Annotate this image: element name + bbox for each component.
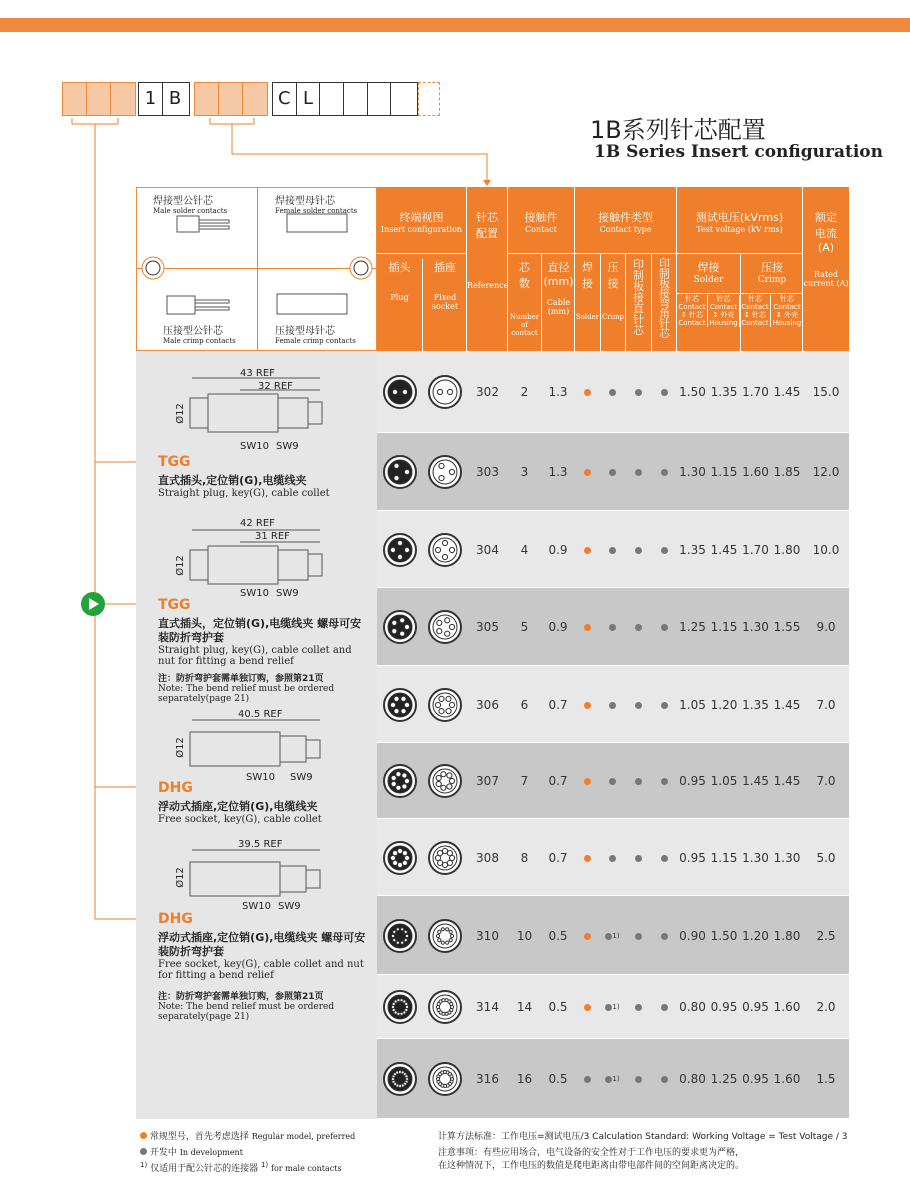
pcb1-availability — [625, 774, 651, 788]
contact-en: Contact — [525, 225, 557, 234]
gray-dot-icon — [584, 1076, 591, 1083]
page-title-en: 1B Series Insert configuration — [594, 142, 883, 162]
product-code: DHG — [158, 911, 193, 927]
plug-insert-icon — [377, 374, 422, 413]
product-desc-cn: 直式插头，定位销(G),电缆线夹 螺母可安装防折弯护套 — [158, 617, 362, 644]
ref-value: 302 — [476, 385, 499, 399]
orange-dot-icon — [584, 389, 591, 396]
gray-dot-icon — [661, 933, 668, 940]
pcb2-availability — [651, 851, 677, 865]
table-row — [377, 975, 849, 1039]
socket-insert-icon — [422, 374, 467, 413]
gray-dot-icon — [661, 855, 668, 862]
solder-availability — [575, 851, 600, 865]
v-sub-contact-contact: 针芯 Contact ↕ 针芯 Contact — [677, 295, 708, 327]
gray-dot-icon — [635, 855, 642, 862]
gray-dot-icon — [661, 1004, 668, 1011]
pcb2-availability — [651, 698, 677, 712]
dim-label: 31 REF — [255, 531, 290, 542]
sw-label: SW9 — [290, 772, 313, 783]
legend-dev-cn: 开发中 — [149, 1148, 177, 1158]
dia-value: 0.9 — [548, 620, 568, 634]
pcb2-availability — [651, 620, 677, 634]
v1-value: 0.80 — [679, 1000, 706, 1014]
num-value: 16 — [516, 1072, 533, 1086]
ref-value: 303 — [476, 465, 499, 479]
product-desc-cn: 浮动式插座,定位销(G),电缆线夹 螺母可安装防折弯护套 — [158, 931, 366, 958]
dia-value: 0.5 — [548, 1000, 568, 1014]
gray-dot-icon — [635, 933, 642, 940]
gray-dot-icon — [661, 624, 668, 631]
pcb1-availability — [625, 385, 651, 399]
pcb-elbow-cn: 印制板接弯角针芯 — [659, 257, 670, 340]
table-row — [377, 588, 849, 666]
bend-relief-note — [158, 989, 338, 1022]
male-solder-en: Male solder contacts — [153, 207, 228, 215]
dim-label: 42 REF — [240, 518, 275, 529]
sw-label: SW9 — [278, 901, 301, 912]
note-line-2: 在这种情况下，工作电压的数值是爬电距离由带电部件间的空间距离决定的。 — [438, 1161, 745, 1171]
solder-availability — [575, 1072, 600, 1086]
gray-dot-icon — [635, 469, 642, 476]
solder-availability — [575, 620, 600, 634]
product-code: TGG — [158, 597, 191, 613]
solder-availability — [575, 774, 600, 788]
dim-label: 43 REF — [240, 368, 275, 379]
num-value: 4 — [520, 542, 529, 557]
v1-value: 1.05 — [679, 697, 706, 712]
gray-dot-icon — [609, 624, 616, 631]
superscript-mark: 1) — [140, 1161, 148, 1169]
plug-insert-icon — [377, 454, 422, 493]
socket-insert-icon — [422, 454, 467, 493]
v3-value: 1.70 — [742, 385, 769, 399]
dia-value: 1.3 — [548, 385, 568, 399]
sw-label: SW10 — [242, 901, 271, 912]
gray-dot-icon — [635, 1004, 642, 1011]
plug-insert-icon — [377, 532, 422, 571]
product-code: DHG — [158, 780, 193, 796]
v-sub-contact-housing: 针芯 Contact ↕ 外壳 Housing — [772, 295, 802, 327]
v4-value: 1.45 — [773, 385, 801, 399]
v2-value: 1.45 — [710, 542, 738, 557]
v1-value: 0.90 — [679, 928, 706, 943]
v-solder-en: Solder — [693, 275, 724, 285]
num-value: 7 — [520, 774, 529, 788]
num-value: 6 — [520, 697, 529, 712]
superscript-mark: 1) — [612, 1003, 620, 1011]
superscript-mark: 1) — [612, 1075, 620, 1083]
legend-male-cn: 仅适用于配公针芯的连接器 — [150, 1164, 259, 1174]
plug-insert-icon — [377, 609, 422, 648]
dia-value: 0.5 — [548, 1072, 568, 1086]
plug-insert-icon — [377, 1061, 422, 1100]
pcb2-availability — [651, 1072, 677, 1086]
gray-dot-icon — [635, 1076, 642, 1083]
table-row — [377, 819, 849, 896]
v4-value: 1.60 — [773, 1072, 801, 1086]
pcb1-availability — [625, 698, 651, 712]
contact-type-cn: 接触件类型 — [598, 211, 653, 224]
voltage-cn: 测试电压(kVrms) — [695, 211, 784, 224]
solder-availability — [575, 1000, 600, 1014]
dia-label: Ø12 — [174, 403, 186, 424]
code-cell: C — [273, 83, 297, 115]
solder-availability — [575, 929, 600, 943]
pcb1-availability — [625, 1072, 651, 1086]
num-value: 8 — [520, 850, 529, 865]
solder-availability — [575, 465, 600, 479]
dia-value: 0.7 — [548, 850, 568, 865]
v1-value: 0.95 — [679, 850, 706, 865]
v-sub-contact-housing: 针芯 Contact ↕ 外壳 Housing — [708, 295, 740, 327]
legend-development — [140, 1145, 243, 1158]
number-en: Number of contact — [509, 313, 540, 337]
v2-value: 1.15 — [710, 465, 738, 479]
v3-value: 1.70 — [742, 542, 769, 557]
voltage-en: Test voltage (kV rms) — [696, 225, 783, 234]
pcb1-availability — [625, 543, 651, 557]
current-value: 2.0 — [816, 1000, 836, 1014]
crimp-availability — [600, 698, 625, 712]
table-row — [377, 433, 849, 511]
socket-insert-icon — [422, 687, 467, 726]
pcb-straight-cn: 印制板接直针芯 — [633, 258, 644, 337]
superscript-mark: 1) — [260, 1161, 269, 1169]
crimp-availability — [600, 929, 625, 943]
pcb1-availability — [625, 465, 651, 479]
female-crimp-cn: 压接型母针芯 — [275, 326, 335, 337]
sw-label: SW10 — [240, 588, 269, 599]
crimp-availability — [600, 851, 625, 865]
product-desc — [158, 617, 368, 667]
ref-value: 314 — [476, 1000, 499, 1014]
ref-value: 306 — [476, 697, 499, 712]
insert-view-cn: 终端视图 — [399, 211, 444, 224]
solder-availability — [575, 698, 600, 712]
orange-dot-icon — [584, 547, 591, 554]
code-cell: L — [297, 83, 321, 115]
female-crimp-en: Female crimp contacts — [275, 337, 356, 345]
v3-value: 1.30 — [742, 620, 769, 634]
sw-label: SW9 — [276, 441, 299, 452]
pcb2-availability — [651, 929, 677, 943]
orange-dot-icon — [584, 855, 591, 862]
current-value: 9.0 — [816, 620, 836, 634]
v1-value: 1.25 — [679, 620, 706, 634]
v4-value: 1.55 — [773, 620, 801, 634]
sw-label: SW10 — [240, 441, 269, 452]
reference-cn: 针芯配置 — [476, 211, 498, 240]
gray-dot-icon — [661, 778, 668, 785]
pcb2-availability — [651, 774, 677, 788]
dia-value: 0.5 — [548, 928, 568, 943]
v4-value: 1.45 — [773, 774, 801, 788]
pcb1-availability — [625, 620, 651, 634]
calc-standard: 计算方法标准：工作电压=测试电压/3 Calculation Standard: Working Voltage = Test Voltage / 3 — [438, 1132, 848, 1142]
v-crimp-cn: 压接 — [761, 261, 783, 274]
product-desc-en: Straight plug, key(G), cable collet and nut for fitting a bend relief — [158, 645, 352, 667]
gray-dot-icon — [609, 855, 616, 862]
v2-value: 1.05 — [710, 774, 738, 788]
dia-label: Ø12 — [174, 737, 186, 758]
gray-dot-icon — [609, 389, 616, 396]
dia-value: 0.7 — [548, 774, 568, 788]
v-crimp-en: Crimp — [757, 275, 787, 285]
solder-cn: 焊接 — [582, 261, 593, 290]
v2-value: 1.35 — [710, 385, 738, 399]
female-solder-cn: 焊接型母针芯 — [275, 196, 335, 207]
v2-value: 1.20 — [710, 697, 738, 712]
gray-dot-icon — [635, 702, 642, 709]
v4-value: 1.30 — [773, 850, 801, 865]
gray-dot-icon — [661, 469, 668, 476]
product-desc — [158, 931, 368, 981]
note-line-1: 注意事项：有些应用场合，电气设备的安全性对于工作电压的要求更为严格， — [438, 1148, 745, 1158]
plug-insert-icon — [377, 687, 422, 726]
orange-dot-icon — [140, 1132, 147, 1139]
gray-dot-icon — [661, 547, 668, 554]
ref-value: 316 — [476, 1072, 499, 1086]
ref-value: 308 — [476, 850, 499, 865]
gray-dot-icon — [635, 547, 642, 554]
crimp-availability — [600, 1000, 625, 1014]
num-value: 14 — [516, 1000, 533, 1014]
v1-value: 0.95 — [679, 774, 706, 788]
v3-value: 1.45 — [742, 774, 769, 788]
dia-label: Ø12 — [174, 555, 186, 576]
socket-insert-icon — [422, 1061, 467, 1100]
table-row — [377, 351, 849, 433]
v-solder-cn: 焊接 — [697, 261, 720, 274]
product-desc-en: Free socket, key(G), cable collet — [158, 814, 322, 825]
note-cn: 注：防折弯护套需单独订购，参照第21页 — [158, 992, 324, 1002]
product-desc-en: Straight plug, key(G), cable collet — [158, 488, 330, 499]
plug-cn: 插头 — [388, 261, 411, 274]
sw-label: SW9 — [276, 588, 299, 599]
num-value: 10 — [516, 928, 533, 943]
v2-value: 1.15 — [710, 850, 738, 865]
socket-cn: 插座 — [434, 261, 456, 274]
gray-dot-icon — [140, 1148, 147, 1155]
orange-dot-icon — [584, 702, 591, 709]
v3-value: 1.60 — [742, 465, 769, 479]
legend-male-en: for male contacts — [271, 1164, 342, 1173]
legend-preferred — [140, 1129, 355, 1142]
pcb1-availability — [625, 851, 651, 865]
contact-cn: 接触件 — [524, 211, 558, 224]
gray-dot-icon — [635, 778, 642, 785]
gray-dot-icon — [661, 389, 668, 396]
table-row — [377, 896, 849, 975]
solder-availability — [575, 543, 600, 557]
table-row — [377, 743, 849, 819]
dia-label: Ø12 — [174, 867, 186, 888]
orange-dot-icon — [584, 1004, 591, 1011]
current-value: 15.0 — [812, 385, 840, 399]
gray-dot-icon — [609, 702, 616, 709]
pcb2-availability — [651, 465, 677, 479]
current-value: 2.5 — [816, 928, 836, 943]
current-value: 7.0 — [816, 697, 836, 712]
pcb2-availability — [651, 385, 677, 399]
product-desc-cn: 直式插头,定位销(G),电缆线夹 — [158, 474, 307, 487]
plug-insert-icon — [377, 918, 422, 957]
ref-value: 305 — [476, 620, 499, 634]
legend-male-only — [140, 1161, 342, 1174]
pcb1-availability — [625, 929, 651, 943]
ref-value: 310 — [476, 928, 499, 943]
dia-value: 1.3 — [548, 465, 568, 479]
current-en: Rated current (A) — [803, 270, 849, 288]
plug-insert-icon — [377, 763, 422, 802]
reference-en: Reference — [467, 281, 509, 290]
gray-dot-icon — [609, 547, 616, 554]
insert-view-en: Insert configuration — [380, 225, 463, 234]
v2-value: 1.15 — [710, 620, 738, 634]
v3-value: 0.95 — [742, 1000, 769, 1014]
table-row — [377, 1039, 849, 1119]
dim-label: 32 REF — [258, 381, 293, 392]
page-title-cn: 1B系列针芯配置 — [590, 116, 766, 144]
number-cn: 芯数 — [519, 261, 530, 290]
socket-insert-icon — [422, 840, 467, 879]
legend-preferred-cn: 常规型号，首先考虑选择 — [149, 1132, 249, 1142]
dia-value: 0.9 — [548, 542, 568, 557]
note-en: Note: The bend relief must be ordered separately(page 21) — [158, 684, 335, 704]
solder-en: Solder — [575, 313, 600, 321]
gray-dot-icon — [609, 778, 616, 785]
v4-value: 1.80 — [773, 928, 801, 943]
pcb1-availability — [625, 1000, 651, 1014]
v3-value: 1.20 — [742, 928, 769, 943]
crimp-availability — [600, 620, 625, 634]
code-cell: B — [168, 88, 182, 109]
product-code: TGG — [158, 454, 191, 470]
v1-value: 1.35 — [679, 542, 706, 557]
v1-value: 1.30 — [679, 465, 706, 479]
ref-value: 307 — [476, 774, 499, 788]
crimp-availability — [600, 774, 625, 788]
v-sub-contact-contact: 针芯 Contact ↕ 针芯 Contact — [740, 295, 771, 327]
v4-value: 1.60 — [773, 1000, 801, 1014]
orange-dot-icon — [584, 624, 591, 631]
product-desc-en: Free socket, key(G), cable collet and nut for fitting a bend relief — [158, 959, 364, 981]
dia-value: 0.7 — [548, 697, 568, 712]
diameter-en: Cable (mm) — [546, 298, 571, 316]
ref-value: 304 — [476, 542, 499, 557]
table-row — [377, 511, 849, 588]
socket-insert-icon — [422, 763, 467, 802]
current-cn: 额定电流(A) — [815, 211, 837, 254]
num-value: 2 — [520, 385, 529, 399]
dim-label: 40.5 REF — [238, 709, 283, 720]
male-solder-cn: 焊接型公针芯 — [153, 196, 213, 207]
orange-dot-icon — [584, 933, 591, 940]
socket-insert-icon — [422, 609, 467, 648]
note-cn: 注：防折弯护套需单独订购，参照第21页 — [158, 674, 324, 684]
male-crimp-en: Male crimp contacts — [163, 337, 236, 345]
v3-value: 0.95 — [742, 1072, 769, 1086]
v3-value: 1.30 — [742, 850, 769, 865]
v2-value: 1.50 — [710, 928, 738, 943]
plug-insert-icon — [377, 840, 422, 879]
product-desc-cn: 浮动式插座,定位销(G),电缆线夹 — [158, 800, 318, 813]
diameter-cn: 直径(mm) — [543, 261, 574, 288]
pcb2-availability — [651, 543, 677, 557]
v4-value: 1.80 — [773, 542, 801, 557]
crimp-availability — [600, 1072, 625, 1086]
socket-en: Fixed socket — [431, 293, 459, 311]
female-solder-en: Female solder contacts — [275, 207, 358, 215]
product-desc — [158, 474, 330, 499]
current-value: 5.0 — [816, 850, 836, 865]
current-value: 1.5 — [816, 1072, 836, 1086]
socket-insert-icon — [422, 989, 467, 1028]
product-desc — [158, 800, 322, 825]
v4-value: 1.45 — [773, 697, 801, 712]
legend-preferred-en: Regular model, preferred — [251, 1132, 356, 1141]
bend-relief-note — [158, 671, 338, 704]
gray-dot-icon — [609, 469, 616, 476]
male-crimp-cn: 压接型公针芯 — [163, 326, 223, 337]
gray-dot-icon — [661, 702, 668, 709]
contact-type-en: Contact type — [599, 225, 652, 234]
table-row — [377, 666, 849, 743]
legend-dev-en: In development — [179, 1148, 243, 1157]
num-value: 5 — [520, 620, 529, 634]
current-value: 12.0 — [812, 465, 840, 479]
v4-value: 1.85 — [773, 465, 801, 479]
solder-availability — [575, 385, 600, 399]
gray-dot-icon — [661, 1076, 668, 1083]
crimp-availability — [600, 465, 625, 479]
pcb2-availability — [651, 1000, 677, 1014]
code-cell: 1 — [139, 83, 163, 115]
current-value: 7.0 — [816, 774, 836, 788]
current-value: 10.0 — [812, 542, 840, 557]
superscript-mark: 1) — [612, 931, 620, 940]
gray-dot-icon — [635, 624, 642, 631]
dim-label: 39.5 REF — [238, 839, 283, 850]
socket-insert-icon — [422, 918, 467, 957]
v1-value: 1.50 — [679, 385, 706, 399]
plug-en: Plug — [390, 293, 409, 302]
v3-value: 1.35 — [742, 697, 769, 712]
orange-dot-icon — [584, 469, 591, 476]
plug-insert-icon — [377, 989, 422, 1028]
v1-value: 0.80 — [679, 1072, 706, 1086]
orange-dot-icon — [584, 778, 591, 785]
note-en: Note: The bend relief must be ordered separately(page 21) — [158, 1002, 335, 1022]
v2-value: 0.95 — [710, 1000, 738, 1014]
v2-value: 1.25 — [710, 1072, 738, 1086]
sw-label: SW10 — [246, 772, 275, 783]
crimp-en: Crimp — [601, 313, 625, 321]
gray-dot-icon — [635, 389, 642, 396]
crimp-availability — [600, 385, 625, 399]
socket-insert-icon — [422, 532, 467, 571]
crimp-cn: 压接 — [607, 261, 619, 290]
crimp-availability — [600, 543, 625, 557]
num-value: 3 — [520, 465, 529, 479]
